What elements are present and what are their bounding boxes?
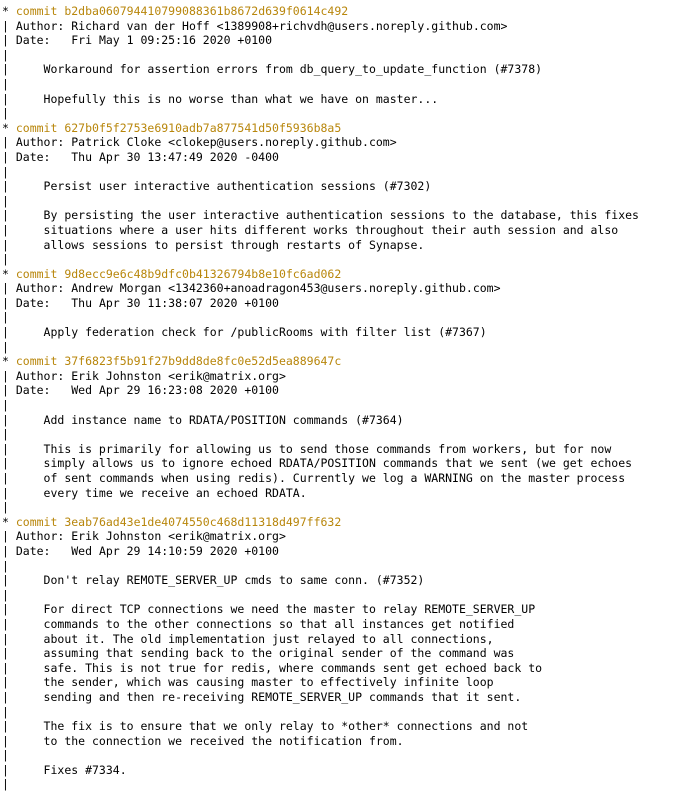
commit-body-text: simply allows us to ignore echoed RDATA/POSITION commands that we sent (we get echoes	[43, 456, 633, 471]
date-value: Fri May 1 09:25:16 2020 +0100	[71, 33, 273, 48]
commit-body-text: the sender, which was causing master to effectively infinite loop	[43, 675, 494, 690]
graph-pipe-icon: |	[2, 573, 44, 588]
commit-body-text: Hopefully this is no worse than what we have on master...	[43, 91, 439, 106]
commit-hash: 3eab76ad43e1de4074550c468d11318d497ff632	[64, 514, 342, 529]
commit-body-line	[2, 223, 692, 238]
commit-subject-line	[2, 413, 692, 428]
graph-pipe-icon: |	[2, 689, 44, 704]
graph-pipe-icon: |	[2, 62, 44, 77]
graph-pipe-icon: |	[2, 310, 9, 325]
commit-author-line	[2, 19, 692, 34]
commit-blank-line	[2, 194, 692, 209]
commit-body-line	[2, 238, 692, 253]
graph-pipe-icon: |	[2, 456, 44, 471]
graph-pipe-icon: |	[2, 558, 9, 573]
author-label: Author:	[15, 135, 72, 150]
graph-pipe-icon: |	[2, 18, 16, 33]
commit-author-line	[2, 135, 692, 150]
graph-pipe-icon: |	[2, 719, 44, 734]
commit-blank-line	[2, 106, 692, 121]
commit-blank-line	[2, 559, 692, 574]
graph-pipe-icon: |	[2, 616, 44, 631]
commit-body-line	[2, 471, 692, 486]
commit-blank-line	[2, 48, 692, 63]
commit-body-line	[2, 208, 692, 223]
commit-blank-line	[2, 705, 692, 720]
commit-blank-line	[2, 77, 692, 92]
graph-pipe-icon: |	[2, 660, 44, 675]
date-value: Thu Apr 30 13:47:49 2020 -0400	[71, 149, 279, 164]
commit-blank-line	[2, 398, 692, 413]
graph-pipe-icon: |	[2, 427, 9, 442]
commit-body-line	[2, 719, 692, 734]
date-label: Date:	[15, 33, 72, 48]
commit-body-line	[2, 675, 692, 690]
date-label: Date:	[15, 149, 72, 164]
commit-keyword: commit	[15, 120, 65, 135]
graph-pipe-icon: |	[2, 281, 16, 296]
author-value: Patrick Cloke <clokep@users.noreply.github.com>	[71, 135, 397, 150]
graph-pipe-icon: |	[2, 383, 16, 398]
commit-body-text: commands to the other connections so that all instances get notified	[43, 616, 515, 631]
commit-author-line	[2, 369, 692, 384]
commit-date-line	[2, 33, 692, 48]
graph-pipe-icon: |	[2, 646, 44, 661]
commit-author-line	[2, 281, 692, 296]
graph-pipe-icon: |	[2, 179, 44, 194]
graph-pipe-icon: |	[2, 106, 9, 121]
commit-subject: Add instance name to RDATA/POSITION commands (#7364)	[43, 412, 404, 427]
graph-pipe-icon: |	[2, 441, 44, 456]
commit-subject: Workaround for assertion errors from db_query_to_update_function (#7378)	[43, 62, 543, 77]
commit-header-line	[2, 121, 692, 136]
commit-body-text: This is primarily for allowing us to send those commands from workers, but for now	[43, 441, 612, 456]
commit-body-line	[2, 661, 692, 676]
commit-blank-line	[2, 165, 692, 180]
commit-blank-line	[2, 500, 692, 515]
graph-node-icon: *	[2, 266, 16, 281]
graph-pipe-icon: |	[2, 631, 44, 646]
commit-date-line	[2, 150, 692, 165]
graph-pipe-icon: |	[2, 587, 9, 602]
commit-keyword: commit	[15, 266, 65, 281]
graph-node-icon: *	[2, 354, 16, 369]
date-value: Thu Apr 30 11:38:07 2020 +0100	[71, 295, 279, 310]
graph-pipe-icon: |	[2, 47, 9, 62]
commit-body-text: The fix is to ensure that we only relay to *other* connections and not	[43, 719, 529, 734]
commit-header-line	[2, 354, 692, 369]
commit-subject-line	[2, 325, 692, 340]
author-value: Erik Johnston <erik@matrix.org>	[71, 368, 286, 383]
commit-body-line	[2, 734, 692, 749]
graph-pipe-icon: |	[2, 339, 9, 354]
graph-pipe-icon: |	[2, 33, 16, 48]
commit-body-line	[2, 646, 692, 661]
commit-date-line	[2, 383, 692, 398]
commit-date-line	[2, 296, 692, 311]
graph-node-icon: *	[2, 4, 16, 18]
author-label: Author:	[15, 281, 72, 296]
date-label: Date:	[15, 383, 72, 398]
commit-body-line	[2, 690, 692, 705]
commit-body-text: every time we receive an echoed RDATA.	[43, 485, 307, 500]
graph-pipe-icon: |	[2, 471, 44, 485]
author-label: Author:	[15, 368, 72, 383]
graph-pipe-icon: |	[2, 325, 44, 340]
graph-pipe-icon: |	[2, 529, 16, 544]
graph-pipe-icon: |	[2, 543, 16, 558]
commit-hash: 37f6823f5b91f27b9dd8de8fc0e52d5ea889647c	[64, 354, 342, 369]
commit-body-line	[2, 617, 692, 632]
commit-keyword: commit	[15, 514, 65, 529]
commit-keyword: commit	[15, 4, 65, 18]
commit-subject: Apply federation check for /publicRooms with filter list (#7367)	[43, 325, 487, 340]
graph-pipe-icon: |	[2, 193, 9, 208]
graph-pipe-icon: |	[2, 748, 9, 763]
graph-pipe-icon: |	[2, 164, 9, 179]
commit-subject-line	[2, 62, 692, 77]
commit-body-text: to the connection we received the notification from.	[43, 733, 404, 748]
commit-body-line	[2, 602, 692, 617]
author-value: Andrew Morgan <1342360+anoadragon453@users.noreply.github.com>	[71, 281, 501, 296]
graph-pipe-icon: |	[2, 149, 16, 164]
graph-pipe-icon: |	[2, 222, 44, 237]
commit-header-line	[2, 267, 692, 282]
commit-subject: Don't relay REMOTE_SERVER_UP cmds to same conn. (#7352)	[43, 573, 425, 588]
graph-pipe-icon: |	[2, 762, 44, 777]
commit-date-line	[2, 544, 692, 559]
date-value: Wed Apr 29 16:23:08 2020 +0100	[71, 383, 279, 398]
commit-body-text: For direct TCP connections we need the master to relay REMOTE_SERVER_UP	[43, 602, 536, 617]
commit-body-text: assuming that sending back to the original sender of the command was	[43, 646, 515, 661]
graph-pipe-icon: |	[2, 485, 44, 500]
commit-hash: b2dba060794410799088361b8672d639f0614c492	[64, 4, 349, 18]
graph-node-icon: *	[2, 514, 16, 529]
commit-body-line	[2, 486, 692, 501]
graph-pipe-icon: |	[2, 91, 44, 106]
commit-blank-line	[2, 777, 692, 792]
commit-keyword: commit	[15, 354, 65, 369]
commit-hash: 627b0f5f2753e6910adb7a877541d50f5936b8a5	[64, 120, 342, 135]
commit-header-line	[2, 515, 692, 530]
graph-pipe-icon: |	[2, 777, 9, 792]
graph-pipe-icon: |	[2, 500, 9, 515]
commit-body-line	[2, 763, 692, 778]
commit-blank-line	[2, 748, 692, 763]
graph-pipe-icon: |	[2, 412, 44, 427]
graph-pipe-icon: |	[2, 704, 9, 719]
graph-pipe-icon: |	[2, 252, 9, 267]
commit-blank-line	[2, 427, 692, 442]
graph-pipe-icon: |	[2, 295, 16, 310]
graph-pipe-icon: |	[2, 675, 44, 690]
graph-pipe-icon: |	[2, 135, 16, 150]
author-value: Erik Johnston <erik@matrix.org>	[71, 529, 286, 544]
commit-body-line	[2, 92, 692, 107]
graph-pipe-icon: |	[2, 602, 44, 617]
graph-pipe-icon: |	[2, 208, 44, 223]
author-label: Author:	[15, 18, 72, 33]
graph-pipe-icon: |	[2, 368, 16, 383]
commit-body-line	[2, 632, 692, 647]
date-label: Date:	[15, 543, 72, 558]
author-value: Richard van der Hoff <1389908+richvdh@users.noreply.github.com>	[71, 18, 508, 33]
commit-body-text: of sent commands when using redis). Currently we log a WARNING on the master process	[43, 471, 626, 485]
date-label: Date:	[15, 295, 72, 310]
commit-body-text: By persisting the user interactive authentication sessions to the database, this fixes	[43, 208, 639, 223]
commit-body-text: situations where a user hits different works throughout their auth session and also	[43, 222, 619, 237]
commit-author-line	[2, 529, 692, 544]
author-label: Author:	[15, 529, 72, 544]
commit-blank-line	[2, 310, 692, 325]
commit-body-text: Fixes #7334.	[43, 762, 127, 777]
commit-body-text: allows sessions to persist through restarts of Synapse.	[43, 237, 425, 252]
commit-blank-line	[2, 252, 692, 267]
commit-hash: 9d8ecc9e6c48b9dfc0b41326794b8e10fc6ad062	[64, 266, 342, 281]
date-value: Wed Apr 29 14:10:59 2020 +0100	[71, 543, 279, 558]
graph-pipe-icon: |	[2, 398, 9, 413]
commit-blank-line	[2, 340, 692, 355]
graph-pipe-icon: |	[2, 76, 9, 91]
graph-node-icon: *	[2, 120, 16, 135]
graph-pipe-icon: |	[2, 237, 44, 252]
graph-pipe-icon: |	[2, 733, 44, 748]
commit-body-text: about it. The old implementation just relayed to all connections,	[43, 631, 494, 646]
commit-subject-line	[2, 573, 692, 588]
commit-body-line	[2, 442, 692, 457]
commit-body-line	[2, 456, 692, 471]
commit-subject-line	[2, 179, 692, 194]
commit-subject: Persist user interactive authentication sessions (#7302)	[43, 179, 432, 194]
commit-body-text: sending and then re-receiving REMOTE_SERVER_UP commands that it sent.	[43, 689, 522, 704]
commit-blank-line	[2, 588, 692, 603]
commit-header-line	[2, 4, 692, 19]
commit-body-text: safe. This is not true for redis, where commands sent get echoed back to	[43, 660, 543, 675]
